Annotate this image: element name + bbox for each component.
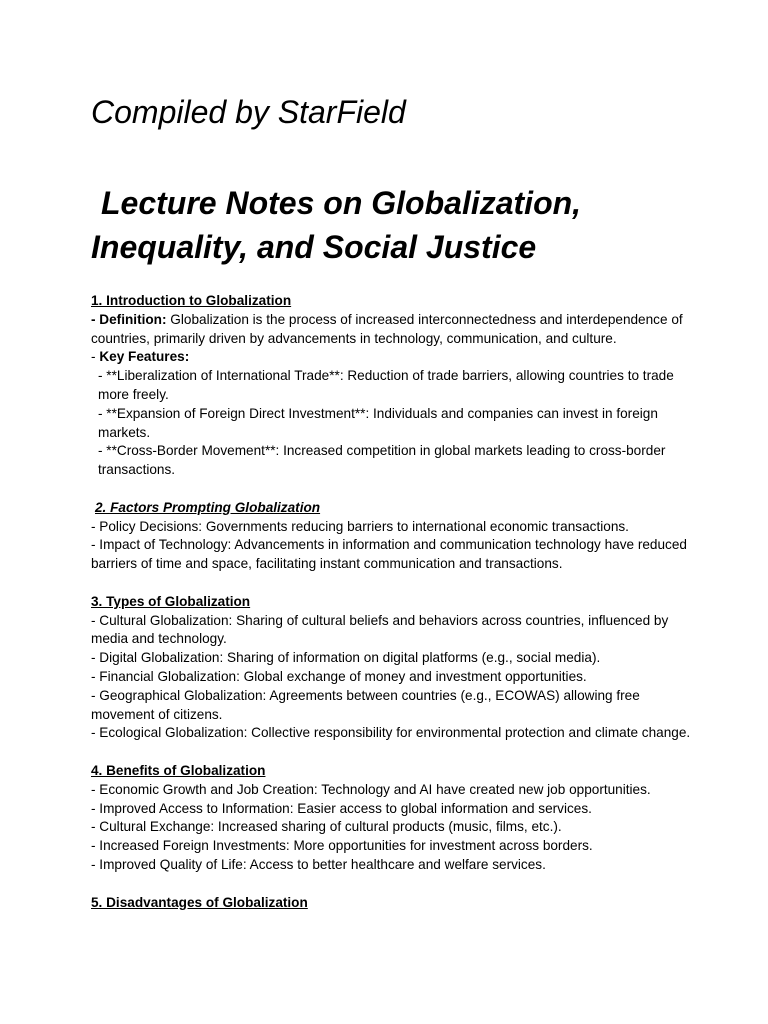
section-heading: 3. Types of Globalization [91,593,251,609]
section-heading: 4. Benefits of Globalization [91,762,266,778]
feature-item: - **Expansion of Foreign Direct Investment**: Individuals and companies can invest in foreign markets. [98,405,658,440]
feature-item: - **Cross-Border Movement**: Increased competition in global markets leading to cross-border transactions. [98,443,666,478]
lecture-title-line-2: Inequality, and Social Justice [91,229,537,265]
key-features-line [91,348,691,367]
list-item: - Geographical Globalization: Agreements between countries (e.g., ECOWAS) allowing free movement of citizens. [91,687,640,722]
list-item: - Cultural Globalization: Sharing of cultural beliefs and behaviors across countries, influenced by media and technology. [91,612,669,647]
key-features-prefix: - [91,349,100,365]
list-item: - Improved Access to Information: Easier access to global information and services. [91,800,592,816]
list-item: - Ecological Globalization: Collective responsibility for environmental protection and climate change. [91,725,691,741]
section-benefits [91,762,691,875]
section-introduction [91,292,691,480]
list-item: - Economic Growth and Job Creation: Technology and AI have created new job opportunities. [91,781,651,797]
section-heading: 5. Disadvantages of Globalization [91,894,308,910]
definition-paragraph [91,311,691,349]
section-heading: 1. Introduction to Globalization [91,293,292,308]
list-item: - Improved Quality of Life: Access to better healthcare and welfare services. [91,856,546,872]
definition-text: Globalization is the process of increased interconnectedness and interdependence of countries, primarily driven by advancements in technology, communication, and culture. [91,311,683,346]
list-item: - Financial Globalization: Global exchange of money and investment opportunities. [91,668,587,684]
list-item: - Cultural Exchange: Increased sharing of cultural products (music, films, etc.). [91,819,562,835]
section-types [91,593,691,743]
definition-label: - Definition: [91,311,167,327]
list-item: - Impact of Technology: Advancements in information and communication technology have reduced barriers of time and space, facilitating instant communication and transactions. [91,537,687,572]
lecture-title [91,181,711,269]
section-heading: 2. Factors Prompting Globalization [95,499,321,515]
key-features-label: Key Features: [99,349,190,365]
list-item: - Policy Decisions: Governments reducing barriers to international economic transactions. [91,518,629,534]
lecture-title-line-1: Lecture Notes on Globalization, [101,185,582,221]
compiled-by-line: Compiled by StarField [91,94,406,130]
section-disadvantages [91,894,691,913]
list-item: - Increased Foreign Investments: More opportunities for investment across borders. [91,838,593,854]
section-factors [91,499,691,574]
feature-item: - **Liberalization of International Trade**: Reduction of trade barriers, allowing countries to trade more freely. [98,368,674,402]
list-item: - Digital Globalization: Sharing of information on digital platforms (e.g., social media). [91,650,601,666]
document-body [91,292,691,931]
